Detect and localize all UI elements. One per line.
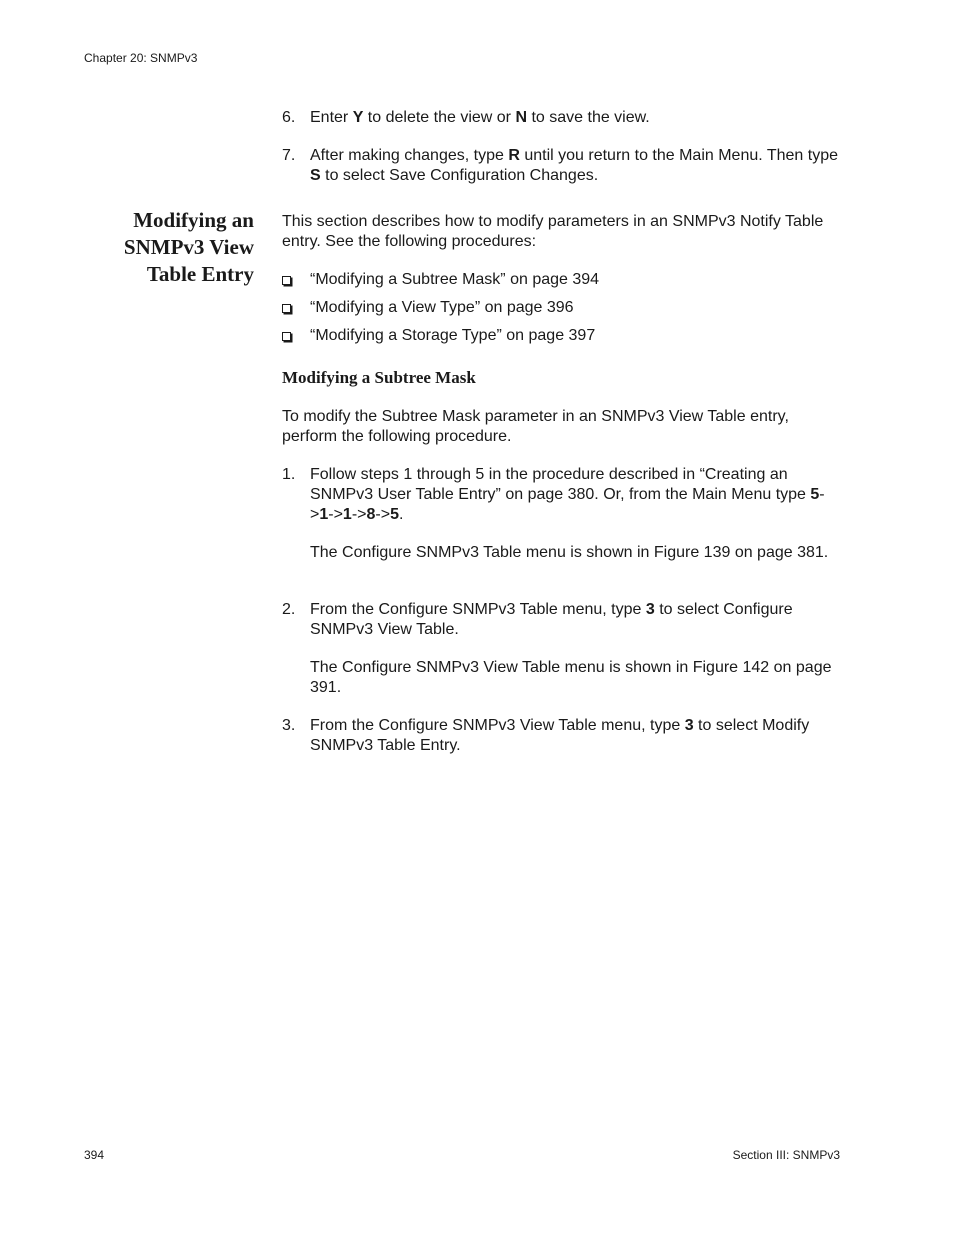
list-item-link[interactable]: “Modifying a Storage Type” on page 397 — [310, 327, 596, 344]
subsection-heading: Modifying a Subtree Mask — [282, 368, 476, 387]
subsection-intro: To modify the Subtree Mask parameter in an SNMPv3 View Table entry, perform the following procedure. — [282, 408, 789, 445]
checkbox-bullet-icon — [282, 304, 291, 313]
step-text: to select Configure SNMPv3 View Table. — [310, 601, 793, 638]
menu-key: 5 — [810, 486, 820, 503]
key-n: N — [515, 109, 528, 126]
checkbox-bullet-icon — [282, 276, 291, 285]
step-text: Follow steps 1 through 5 in the procedure described in “Creating an SNMPv3 User Table Entry” on page 380. Or, from the Main Menu type — [310, 466, 811, 503]
page-number: 394 — [84, 1148, 105, 1162]
step-text: to save the view. — [527, 109, 650, 126]
list-item[interactable] — [282, 298, 847, 318]
procedure-list — [282, 270, 847, 346]
step-number: 2. — [282, 601, 296, 618]
step-6 — [282, 108, 847, 128]
list-item[interactable] — [282, 326, 847, 346]
step-note: The Configure SNMPv3 View Table menu is shown in Figure 142 on page 391. — [310, 659, 832, 696]
menu-key: 8 — [366, 506, 376, 523]
section-label: Section III: SNMPv3 — [732, 1148, 840, 1162]
section-heading-line: Modifying an — [133, 208, 254, 232]
key-y: Y — [352, 109, 364, 126]
pre-steps — [282, 108, 847, 186]
step-text: until you return to the Main Menu. Then type — [519, 147, 838, 164]
list-item-link[interactable]: “Modifying a Subtree Mask” on page 394 — [310, 271, 600, 288]
step-number: 1. — [282, 466, 296, 483]
section-heading-line: Table Entry — [146, 262, 254, 286]
menu-key: 1 — [319, 506, 329, 523]
step-7 — [282, 146, 847, 186]
menu-arrow: -> — [375, 506, 391, 523]
step-1 — [282, 465, 847, 563]
step-3 — [282, 716, 847, 756]
running-head: Chapter 20: SNMPv3 — [84, 51, 198, 65]
menu-key: 3 — [684, 717, 694, 734]
checkbox-bullet-icon — [282, 332, 291, 341]
list-item[interactable] — [282, 270, 847, 290]
section-intro: This section describes how to modify parameters in an SNMPv3 Notify Table entry. See the following procedures: — [282, 213, 824, 250]
step-text: to delete the view or — [363, 109, 516, 126]
step-text: . — [398, 506, 404, 523]
step-text: After making changes, type — [310, 147, 509, 164]
step-number: 6. — [282, 109, 296, 126]
menu-arrow: -> — [310, 486, 825, 523]
section-heading-line: SNMPv3 View — [123, 235, 254, 259]
step-text: From the Configure SNMPv3 View Table menu, type — [310, 717, 685, 734]
menu-key: 5 — [390, 506, 399, 523]
menu-arrow: -> — [351, 506, 367, 523]
section-heading — [90, 207, 254, 288]
list-item-link[interactable]: “Modifying a View Type” on page 396 — [310, 299, 574, 316]
step-text: to select Modify SNMPv3 Table Entry. — [310, 717, 810, 754]
step-text: Enter — [310, 109, 353, 126]
step-number: 3. — [282, 717, 296, 734]
step-2 — [282, 600, 847, 698]
menu-key: 3 — [645, 601, 655, 618]
step-note: The Configure SNMPv3 Table menu is shown in Figure 139 on page 381. — [310, 544, 829, 561]
step-text: to select Save Configuration Changes. — [320, 167, 599, 184]
menu-key: 1 — [342, 506, 352, 523]
key-r: R — [508, 147, 520, 164]
key-s: S — [310, 167, 321, 184]
step-number: 7. — [282, 147, 296, 164]
menu-arrow: -> — [328, 506, 343, 523]
step-text: From the Configure SNMPv3 Table menu, type — [310, 601, 646, 618]
